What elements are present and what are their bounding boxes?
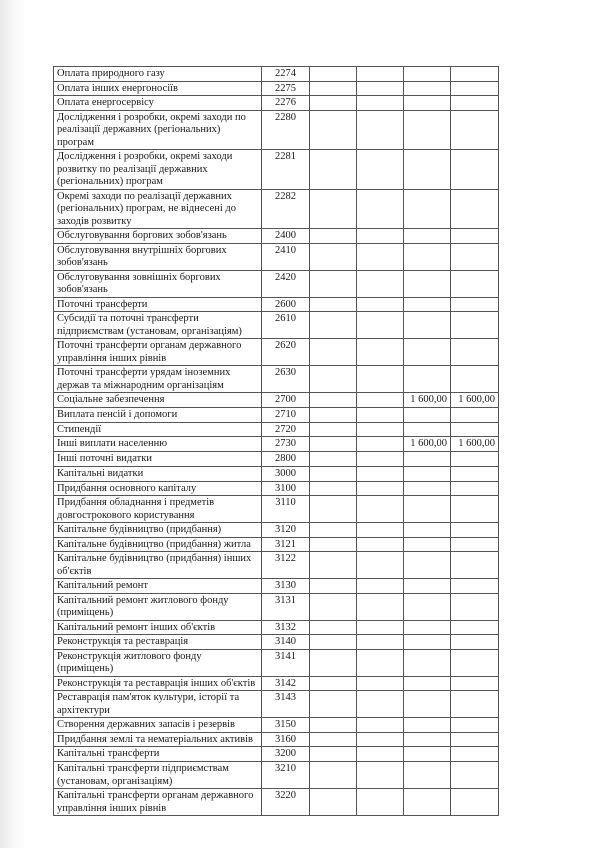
row-value-cell-3 — [404, 523, 451, 538]
row-value-cell-1 — [310, 481, 357, 496]
row-value-cell-2 — [357, 312, 404, 339]
row-name-cell: Оплата інших енергоносіїв — [54, 81, 262, 96]
row-value-cell-1 — [310, 437, 357, 452]
row-value-cell-3 — [404, 312, 451, 339]
row-value-cell-3 — [404, 408, 451, 423]
row-code-cell: 3220 — [262, 789, 310, 816]
row-name-cell: Обслуговування зовнішніх боргових зобов'язань — [54, 270, 262, 297]
row-name-cell: Інші виплати населенню — [54, 437, 262, 452]
row-code-cell: 3120 — [262, 523, 310, 538]
row-value-cell-4 — [451, 747, 499, 762]
row-value-cell-4 — [451, 691, 499, 718]
row-code-cell: 2400 — [262, 229, 310, 244]
row-value-cell-3 — [404, 620, 451, 635]
row-code-cell: 2600 — [262, 297, 310, 312]
row-value-cell-1 — [310, 552, 357, 579]
row-value-cell-4 — [451, 110, 499, 150]
row-name-cell: Інші поточні видатки — [54, 452, 262, 467]
row-value-cell-4 — [451, 635, 499, 650]
table-row — [54, 537, 499, 552]
row-value-cell-4 — [451, 452, 499, 467]
row-code-cell: 3150 — [262, 718, 310, 733]
row-name-cell: Капітальне будівництво (придбання) житла — [54, 537, 262, 552]
row-code-cell: 2720 — [262, 422, 310, 437]
row-value-cell-3 — [404, 552, 451, 579]
table-row — [54, 189, 499, 229]
row-name-cell: Реконструкція та реставрація інших об'єктів — [54, 676, 262, 691]
table-row — [54, 593, 499, 620]
row-value-cell-3 — [404, 649, 451, 676]
row-value-cell-4 — [451, 481, 499, 496]
row-value-cell-3 — [404, 676, 451, 691]
table-row — [54, 339, 499, 366]
row-value-cell-2 — [357, 452, 404, 467]
row-value-cell-4 — [451, 422, 499, 437]
row-value-cell-2 — [357, 762, 404, 789]
row-code-cell: 2730 — [262, 437, 310, 452]
row-value-cell-2 — [357, 789, 404, 816]
row-code-cell: 2800 — [262, 452, 310, 467]
table-row — [54, 691, 499, 718]
row-value-cell-4 — [451, 297, 499, 312]
row-code-cell: 2410 — [262, 243, 310, 270]
row-value-cell-1 — [310, 496, 357, 523]
row-value-cell-2 — [357, 537, 404, 552]
row-code-cell: 3100 — [262, 481, 310, 496]
row-value-cell-1 — [310, 96, 357, 111]
row-name-cell: Капітальні видатки — [54, 466, 262, 481]
row-value-cell-2 — [357, 96, 404, 111]
row-value-cell-3 — [404, 732, 451, 747]
row-value-cell-4 — [451, 552, 499, 579]
row-value-cell-4 — [451, 270, 499, 297]
row-code-cell: 3200 — [262, 747, 310, 762]
row-value-cell-3 — [404, 496, 451, 523]
table-row — [54, 481, 499, 496]
row-value-cell-1 — [310, 466, 357, 481]
row-code-cell: 3131 — [262, 593, 310, 620]
row-value-cell-1 — [310, 67, 357, 82]
row-value-cell-1 — [310, 579, 357, 594]
row-value-cell-4 — [451, 150, 499, 190]
row-value-cell-1 — [310, 408, 357, 423]
table-row — [54, 110, 499, 150]
row-value-cell-4 — [451, 67, 499, 82]
row-value-cell-4 — [451, 537, 499, 552]
row-value-cell-2 — [357, 593, 404, 620]
row-value-cell-3 — [404, 339, 451, 366]
row-value-cell-3 — [404, 762, 451, 789]
row-value-cell-1 — [310, 523, 357, 538]
row-value-cell-1 — [310, 422, 357, 437]
row-name-cell: Поточні трансферти — [54, 297, 262, 312]
row-code-cell: 2700 — [262, 393, 310, 408]
row-value-cell-1 — [310, 110, 357, 150]
row-code-cell: 2620 — [262, 339, 310, 366]
row-name-cell: Дослідження і розробки, окремі заходи по реалізації державних (регіональних) програм — [54, 110, 262, 150]
row-value-cell-2 — [357, 243, 404, 270]
row-value-cell-1 — [310, 393, 357, 408]
row-code-cell: 2274 — [262, 67, 310, 82]
row-value-cell-2 — [357, 229, 404, 244]
row-value-cell-1 — [310, 366, 357, 393]
row-value-cell-1 — [310, 312, 357, 339]
row-code-cell: 2275 — [262, 81, 310, 96]
row-value-cell-2 — [357, 81, 404, 96]
row-value-cell-2 — [357, 408, 404, 423]
row-value-cell-1 — [310, 297, 357, 312]
table-row — [54, 67, 499, 82]
row-code-cell: 3143 — [262, 691, 310, 718]
row-name-cell: Придбання обладнання і предметів довгострокового користування — [54, 496, 262, 523]
row-value-cell-2 — [357, 718, 404, 733]
row-value-cell-2 — [357, 635, 404, 650]
row-value-cell-4 — [451, 339, 499, 366]
row-value-cell-3 — [404, 635, 451, 650]
row-value-cell-4 — [451, 732, 499, 747]
row-value-cell-4 — [451, 312, 499, 339]
table-row — [54, 312, 499, 339]
row-value-cell-2 — [357, 366, 404, 393]
row-value-cell-1 — [310, 81, 357, 96]
table-body — [54, 67, 499, 816]
row-value-cell-1 — [310, 150, 357, 190]
row-value-cell-3 — [404, 150, 451, 190]
row-name-cell: Обслуговування боргових зобов'язань — [54, 229, 262, 244]
row-code-cell: 3121 — [262, 537, 310, 552]
row-code-cell: 3110 — [262, 496, 310, 523]
row-name-cell: Окремі заходи по реалізації державних (регіональних) програм, не віднесені до заходів розвитку — [54, 189, 262, 229]
row-code-cell: 2710 — [262, 408, 310, 423]
row-value-cell-2 — [357, 393, 404, 408]
row-value-cell-2 — [357, 523, 404, 538]
row-value-cell-3 — [404, 96, 451, 111]
row-value-cell-4 — [451, 649, 499, 676]
row-code-cell: 2610 — [262, 312, 310, 339]
row-name-cell: Виплата пенсій і допомоги — [54, 408, 262, 423]
row-name-cell: Обслуговування внутрішніх боргових зобов'язань — [54, 243, 262, 270]
row-value-cell-2 — [357, 747, 404, 762]
row-code-cell: 3140 — [262, 635, 310, 650]
row-value-cell-1 — [310, 620, 357, 635]
row-name-cell: Дослідження і розробки, окремі заходи розвитку по реалізації державних (регіональних) програм — [54, 150, 262, 190]
row-value-cell-2 — [357, 422, 404, 437]
row-value-cell-4 — [451, 593, 499, 620]
row-value-cell-1 — [310, 452, 357, 467]
row-code-cell: 2282 — [262, 189, 310, 229]
table-row — [54, 732, 499, 747]
row-code-cell: 2420 — [262, 270, 310, 297]
row-name-cell: Капітальний ремонт інших об'єктів — [54, 620, 262, 635]
row-value-cell-2 — [357, 496, 404, 523]
row-name-cell: Капітальні трансферти — [54, 747, 262, 762]
row-name-cell: Капітальні трансферти органам державного управління інших рівнів — [54, 789, 262, 816]
table-row — [54, 496, 499, 523]
row-value-cell-3 — [404, 481, 451, 496]
row-value-cell-2 — [357, 691, 404, 718]
row-value-cell-3 — [404, 67, 451, 82]
table-row — [54, 747, 499, 762]
row-code-cell: 3160 — [262, 732, 310, 747]
row-code-cell: 2280 — [262, 110, 310, 150]
table-row — [54, 523, 499, 538]
row-value-cell-4: 1 600,00 — [451, 393, 499, 408]
row-value-cell-3 — [404, 110, 451, 150]
row-value-cell-2 — [357, 552, 404, 579]
row-name-cell: Реставрація пам'яток культури, історії та архітектури — [54, 691, 262, 718]
row-code-cell: 3000 — [262, 466, 310, 481]
table-row — [54, 552, 499, 579]
row-value-cell-4 — [451, 579, 499, 594]
row-value-cell-2 — [357, 339, 404, 366]
table-row — [54, 718, 499, 733]
row-name-cell: Капітальні трансферти підприємствам (установам, організаціям) — [54, 762, 262, 789]
row-value-cell-3 — [404, 452, 451, 467]
row-value-cell-1 — [310, 718, 357, 733]
row-value-cell-3 — [404, 229, 451, 244]
row-value-cell-2 — [357, 481, 404, 496]
row-value-cell-4 — [451, 229, 499, 244]
row-value-cell-4 — [451, 96, 499, 111]
row-value-cell-4 — [451, 496, 499, 523]
row-value-cell-1 — [310, 747, 357, 762]
row-name-cell: Капітальне будівництво (придбання) — [54, 523, 262, 538]
row-name-cell: Стипендії — [54, 422, 262, 437]
row-value-cell-4 — [451, 620, 499, 635]
row-value-cell-3 — [404, 537, 451, 552]
row-code-cell: 3130 — [262, 579, 310, 594]
row-value-cell-3 — [404, 747, 451, 762]
row-value-cell-1 — [310, 635, 357, 650]
table-row — [54, 422, 499, 437]
row-value-cell-3: 1 600,00 — [404, 393, 451, 408]
row-value-cell-3 — [404, 593, 451, 620]
table-row — [54, 408, 499, 423]
table-row — [54, 270, 499, 297]
row-name-cell: Соціальне забезпечення — [54, 393, 262, 408]
table-row — [54, 635, 499, 650]
row-value-cell-1 — [310, 762, 357, 789]
table-row — [54, 466, 499, 481]
row-value-cell-2 — [357, 150, 404, 190]
row-name-cell: Придбання землі та нематеріальних активів — [54, 732, 262, 747]
row-value-cell-1 — [310, 243, 357, 270]
row-value-cell-4: 1 600,00 — [451, 437, 499, 452]
row-name-cell: Капітальний ремонт житлового фонду (приміщень) — [54, 593, 262, 620]
table-row — [54, 393, 499, 408]
row-value-cell-2 — [357, 649, 404, 676]
row-name-cell: Оплата природного газу — [54, 67, 262, 82]
row-value-cell-2 — [357, 437, 404, 452]
row-code-cell: 3210 — [262, 762, 310, 789]
row-code-cell: 2281 — [262, 150, 310, 190]
row-value-cell-1 — [310, 649, 357, 676]
table-row — [54, 620, 499, 635]
row-value-cell-1 — [310, 789, 357, 816]
row-value-cell-2 — [357, 620, 404, 635]
row-value-cell-3 — [404, 189, 451, 229]
row-value-cell-2 — [357, 676, 404, 691]
row-name-cell: Реконструкція та реставрація — [54, 635, 262, 650]
row-value-cell-3 — [404, 691, 451, 718]
table-row — [54, 243, 499, 270]
table-row — [54, 81, 499, 96]
row-value-cell-1 — [310, 189, 357, 229]
row-value-cell-4 — [451, 243, 499, 270]
table-row — [54, 762, 499, 789]
row-value-cell-2 — [357, 579, 404, 594]
row-value-cell-3 — [404, 422, 451, 437]
row-value-cell-3 — [404, 243, 451, 270]
row-value-cell-1 — [310, 339, 357, 366]
row-name-cell: Субсидії та поточні трансферти підприємствам (установам, організаціям) — [54, 312, 262, 339]
row-code-cell: 3122 — [262, 552, 310, 579]
row-value-cell-1 — [310, 270, 357, 297]
row-code-cell: 3132 — [262, 620, 310, 635]
row-value-cell-3 — [404, 718, 451, 733]
table-row — [54, 437, 499, 452]
row-value-cell-4 — [451, 466, 499, 481]
row-value-cell-1 — [310, 229, 357, 244]
table-row — [54, 150, 499, 190]
row-code-cell: 3142 — [262, 676, 310, 691]
table-row — [54, 579, 499, 594]
row-code-cell: 2276 — [262, 96, 310, 111]
row-code-cell: 2630 — [262, 366, 310, 393]
table-row — [54, 229, 499, 244]
row-value-cell-3 — [404, 466, 451, 481]
row-name-cell: Поточні трансферти органам державного управління інших рівнів — [54, 339, 262, 366]
row-value-cell-2 — [357, 466, 404, 481]
row-name-cell: Капітальний ремонт — [54, 579, 262, 594]
row-value-cell-4 — [451, 408, 499, 423]
row-name-cell: Створення державних запасів і резервів — [54, 718, 262, 733]
row-value-cell-4 — [451, 523, 499, 538]
row-value-cell-4 — [451, 789, 499, 816]
row-value-cell-3 — [404, 366, 451, 393]
table-row — [54, 649, 499, 676]
table-row — [54, 676, 499, 691]
budget-expenditure-table — [53, 66, 499, 816]
row-value-cell-2 — [357, 297, 404, 312]
row-value-cell-4 — [451, 366, 499, 393]
row-value-cell-1 — [310, 593, 357, 620]
row-value-cell-3 — [404, 270, 451, 297]
row-code-cell: 3141 — [262, 649, 310, 676]
row-value-cell-3: 1 600,00 — [404, 437, 451, 452]
row-value-cell-2 — [357, 732, 404, 747]
row-value-cell-4 — [451, 718, 499, 733]
row-name-cell: Поточні трансферти урядам іноземних держав та міжнародним організаціям — [54, 366, 262, 393]
row-value-cell-3 — [404, 579, 451, 594]
table-row — [54, 297, 499, 312]
row-value-cell-3 — [404, 81, 451, 96]
row-value-cell-4 — [451, 762, 499, 789]
row-value-cell-1 — [310, 691, 357, 718]
row-name-cell: Капітальне будівництво (придбання) інших об'єктів — [54, 552, 262, 579]
row-value-cell-1 — [310, 732, 357, 747]
row-name-cell: Оплата енергосервісу — [54, 96, 262, 111]
row-value-cell-4 — [451, 81, 499, 96]
row-value-cell-2 — [357, 110, 404, 150]
row-value-cell-1 — [310, 537, 357, 552]
row-value-cell-3 — [404, 789, 451, 816]
row-value-cell-4 — [451, 189, 499, 229]
table-row — [54, 366, 499, 393]
row-value-cell-1 — [310, 676, 357, 691]
table-row — [54, 789, 499, 816]
row-value-cell-2 — [357, 189, 404, 229]
budget-expenditure-table-sheet — [53, 66, 498, 816]
row-name-cell: Реконструкція житлового фонду (приміщень) — [54, 649, 262, 676]
row-value-cell-2 — [357, 270, 404, 297]
row-value-cell-4 — [451, 676, 499, 691]
table-row — [54, 452, 499, 467]
row-value-cell-2 — [357, 67, 404, 82]
row-name-cell: Придбання основного капіталу — [54, 481, 262, 496]
table-row — [54, 96, 499, 111]
row-value-cell-3 — [404, 297, 451, 312]
